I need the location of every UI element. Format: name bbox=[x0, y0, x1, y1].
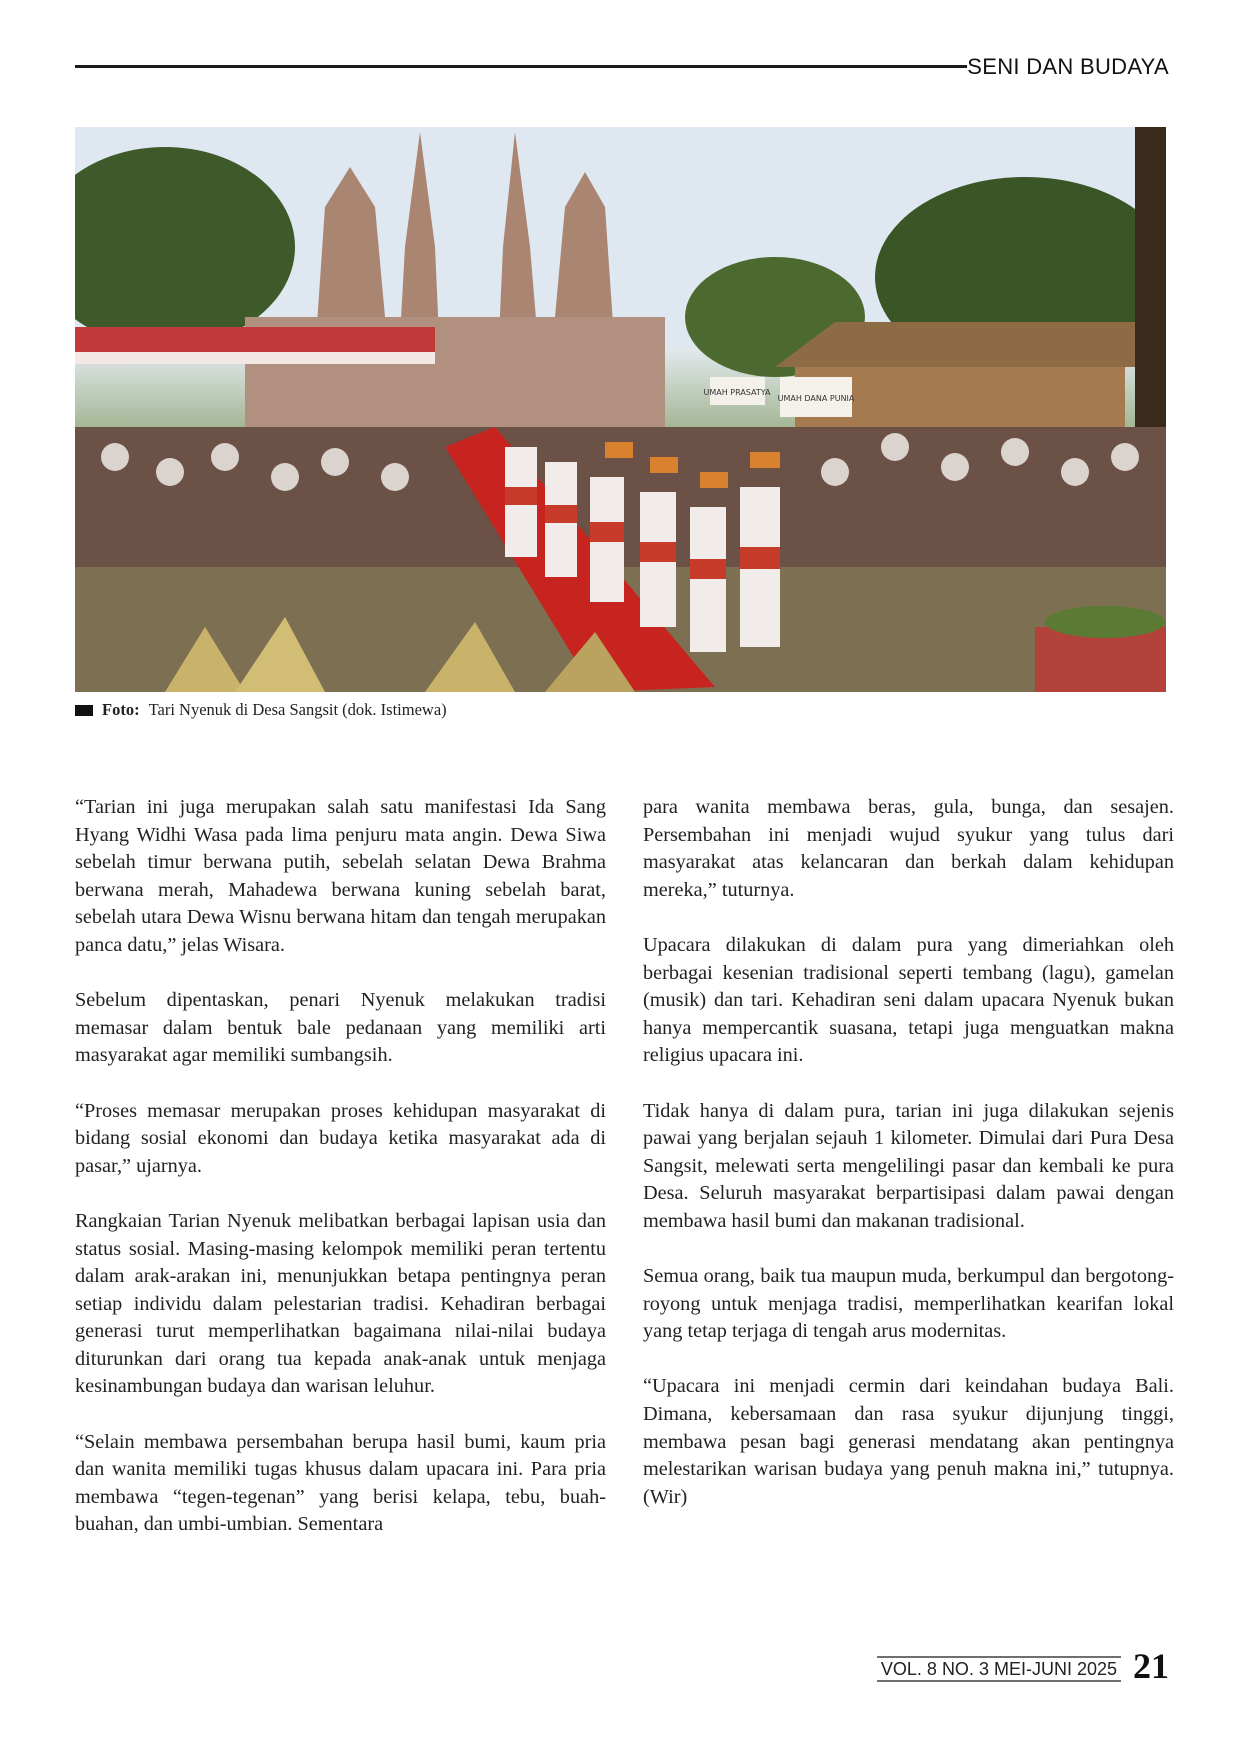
page-footer bbox=[877, 1646, 1169, 1686]
photo-caption bbox=[75, 700, 447, 720]
caption-text: Tari Nyenuk di Desa Sangsit (dok. Istimewa) bbox=[148, 700, 447, 719]
issue-info: VOL. 8 NO. 3 MEI-JUNI 2025 bbox=[877, 1656, 1121, 1682]
caption-label: Foto: bbox=[102, 700, 140, 719]
paragraph: “Tarian ini juga merupakan salah satu manifestasi Ida Sang Hyang Widhi Wasa pada lima penjuru mata angin. Dewa Siwa sebelah timur berwana putih, sebelah selatan Dewa Brahma berwana merah, Mahadewa berwana kuning sebelah barat, sebelah utara Dewa Wisnu berwana hitam dan tengah merupakan panca datu,” jelas Wisara. bbox=[75, 796, 606, 956]
section-title: SENI DAN BUDAYA bbox=[967, 54, 1169, 79]
paragraph: Semua orang, baik tua maupun muda, berkumpul dan bergotong-royong untuk menjaga tradisi, memperlihatkan kearifan lokal yang tetap terjaga di tengah arus modernitas. bbox=[643, 1265, 1174, 1343]
paragraph: Tidak hanya di dalam pura, tarian ini juga dilakukan sejenis pawai yang berjalan sejauh 1 kilometer. Dimulai dari Pura Desa Sangsit, melewati serta mengelilingi pasar dan kembali ke pura Desa. Seluruh masyarakat berpartisipasi dalam pawai dengan membawa hasil bumi dan makanan tradisional. bbox=[643, 1099, 1174, 1232]
photo-illustration bbox=[75, 127, 1166, 692]
header-rule bbox=[75, 65, 967, 68]
article-column-right bbox=[643, 794, 1174, 1539]
banner-left-text: UMAH PRASATYA bbox=[703, 388, 771, 397]
caption-marker bbox=[75, 705, 93, 716]
paragraph: “Proses memasar merupakan proses kehidupan masyarakat di bidang sosial ekonomi dan budaya ketika masyarakat ada di pasar,” ujarnya. bbox=[75, 1099, 606, 1177]
paragraph: Rangkaian Tarian Nyenuk melibatkan berbagai lapisan usia dan status sosial. Masing-masing kelompok memiliki peran tertentu dalam arak-arakan ini, menunjukkan betapa pentingnya peran setiap individu dalam pelestarian tradisi. Kehadiran berbagai generasi turut memperlihatkan bagaimana nilai-nilai budaya diturunkan dari orang tua kepada anak-anak untuk menjaga kesinambungan budaya dan warisan leluhur. bbox=[75, 1209, 606, 1398]
paragraph: “Upacara ini menjadi cermin dari keindahan budaya Bali. Dimana, kebersamaan dan rasa syukur dijunjung tinggi, membawa pesan bagi generasi mendatang akan pentingnya melestarikan warisan budaya yang penuh makna ini,” tutupnya. (Wir) bbox=[643, 1375, 1174, 1508]
article-column-left bbox=[75, 794, 606, 1567]
paragraph: Upacara dilakukan di dalam pura yang dimeriahkan oleh berbagai kesenian tradisional seperti tembang (lagu), gamelan (musik) dan tari. Kehadiran seni dalam upacara Nyenuk bukan hanya mempercantik suasana, tetapi juga menguatkan makna religius upacara ini. bbox=[643, 933, 1174, 1067]
paragraph: para wanita membawa beras, gula, bunga, dan sesajen. Persembahan ini menjadi wujud syukur yang tulus dari masyarakat atas kelancaran dan berkah dalam kehidupan mereka,” tuturnya. bbox=[643, 796, 1174, 901]
article-photo bbox=[75, 127, 1166, 692]
banner-right-text: UMAH DANA PUNIA bbox=[777, 394, 855, 403]
paragraph: “Selain membawa persembahan berupa hasil bumi, kaum pria dan wanita memiliki tugas khusus dalam upacara ini. Para pria membawa “tegen-tegenan” yang berisi kelapa, tebu, buah-buahan, dan umbi-umbian. Sementara bbox=[75, 1430, 606, 1536]
page-number: 21 bbox=[1133, 1646, 1169, 1686]
paragraph: Sebelum dipentaskan, penari Nyenuk melakukan tradisi memasar dalam bentuk bale pedanaan yang memiliki arti masyarakat agar memiliki sumbangsih. bbox=[75, 989, 606, 1067]
